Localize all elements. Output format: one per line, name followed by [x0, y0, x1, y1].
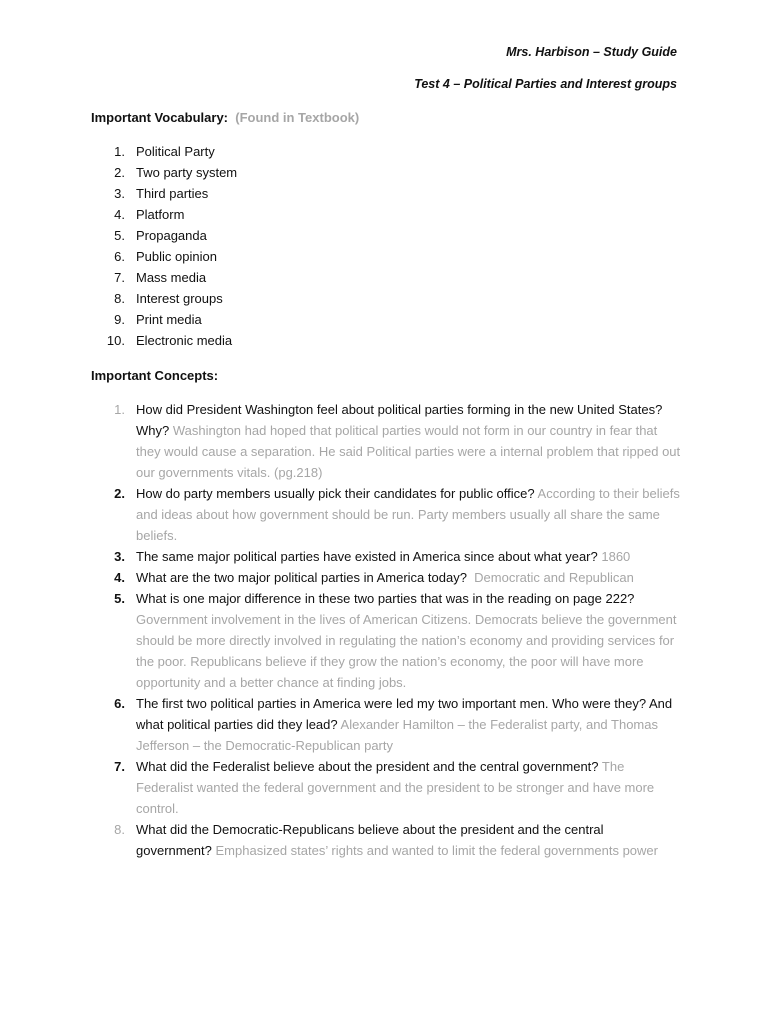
concept-number: 2. — [114, 486, 125, 501]
concept-item — [91, 483, 681, 546]
concept-number: 7. — [114, 759, 125, 774]
concept-question: How do party members usually pick their candidates for public office? — [136, 486, 535, 501]
list-item-text: Print media — [136, 312, 202, 327]
concepts-heading: Important Concepts: — [91, 368, 219, 383]
concept-answer: Emphasized states’ rights and wanted to limit the federal governments power — [215, 843, 658, 858]
concept-question: What are the two major political parties in America today? — [136, 570, 467, 585]
list-item — [91, 309, 237, 330]
concept-answer: Democratic and Republican — [474, 570, 634, 585]
concept-number: 1. — [114, 402, 125, 417]
concept-item — [91, 756, 681, 819]
list-item-text: Interest groups — [136, 291, 223, 306]
concept-number: 4. — [114, 570, 125, 585]
list-item — [91, 288, 237, 309]
concept-answer: The Federalist wanted the federal government and the president to be stronger and have more control. — [136, 759, 655, 816]
list-item-number: 1. — [114, 144, 125, 159]
concept-question: The same major political parties have existed in America since about what year? — [136, 549, 598, 564]
header-teacher: Mrs. Harbison – Study Guide — [506, 45, 677, 59]
concept-item — [91, 567, 681, 588]
concept-answer: Alexander Hamilton – the Federalist party, and Thomas Jefferson – the Democratic-Republican party — [136, 717, 658, 753]
list-item — [91, 225, 237, 246]
concept-answer: According to their beliefs and ideas about how government should be run. Party members usually all share the same beliefs. — [136, 486, 680, 543]
concept-item — [91, 399, 681, 483]
concept-question: The first two political parties in America were led my two important men. Who were they? And what political parties did they lead? — [136, 696, 673, 732]
list-item — [91, 267, 237, 288]
list-item-number: 8. — [114, 291, 125, 306]
list-item-text: Platform — [136, 207, 185, 222]
list-item-text: Political Party — [136, 144, 215, 159]
list-item — [91, 183, 237, 204]
list-item-text: Electronic media — [136, 333, 233, 348]
list-item-number: 9. — [114, 312, 125, 327]
list-item — [91, 246, 237, 267]
concept-question: What is one major difference in these two parties that was in the reading on page 222? — [136, 591, 635, 606]
list-item-number: 5. — [114, 228, 125, 243]
vocabulary-title: Important Vocabulary: — [91, 110, 229, 125]
concept-number: 3. — [114, 549, 125, 564]
list-item-number: 7. — [114, 270, 125, 285]
list-item — [91, 141, 237, 162]
vocabulary-note: (Found in Textbook) — [235, 110, 360, 125]
list-item — [91, 330, 237, 351]
list-item-text: Propaganda — [136, 228, 207, 243]
list-item-number: 10. — [106, 333, 125, 348]
concept-answer: Government involvement in the lives of American Citizens. Democrats believe the government should be more directly involved in regulating the nation’s economy and providing services for the poor. Republicans believe if they grow the nation’s economy, the poor will have more opportunity and a better chance at finding jobs. — [136, 612, 677, 690]
concepts-list — [91, 399, 681, 861]
concept-number: 8. — [114, 822, 125, 837]
header-test-title: Test 4 – Political Parties and Interest groups — [414, 77, 677, 91]
concept-question: How did President Washington feel about political parties forming in the new United States? Why? — [136, 402, 663, 438]
list-item-text: Two party system — [136, 165, 238, 180]
list-item — [91, 162, 237, 183]
vocabulary-list — [91, 141, 237, 351]
list-item-number: 3. — [114, 186, 125, 201]
concept-number: 6. — [114, 696, 125, 711]
list-item-number: 6. — [114, 249, 125, 264]
concept-item — [91, 546, 681, 567]
list-item-text: Mass media — [136, 270, 207, 285]
concept-question: What did the Democratic-Republicans believe about the president and the central government? — [136, 822, 604, 858]
concept-answer: Washington had hoped that political parties would not form in our country in fear that they would cause a separation. He said Political parties were a internal problem that ripped out our governments vitals. (pg.218) — [136, 423, 681, 480]
list-item-number: 4. — [114, 207, 125, 222]
concept-item — [91, 693, 681, 756]
concept-item — [91, 588, 681, 693]
concept-item — [91, 819, 681, 861]
list-item-text: Public opinion — [136, 249, 217, 264]
concept-answer: 1860 — [601, 549, 631, 564]
list-item-number: 2. — [114, 165, 125, 180]
list-item-text: Third parties — [136, 186, 209, 201]
concept-question: What did the Federalist believe about the president and the central government? — [136, 759, 599, 774]
concept-number: 5. — [114, 591, 125, 606]
list-item — [91, 204, 237, 225]
vocabulary-heading — [91, 110, 359, 125]
